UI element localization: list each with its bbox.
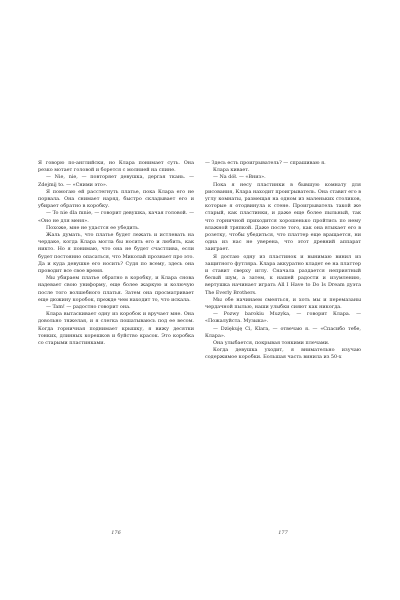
paragraph: Когда девушка уходит, я внимательно изучаю содержимое коробки. Большая часть винила из 50-х — [205, 347, 361, 361]
paragraph: Мы убираем платье обратно в коробку, и Клара снова надевает свою униформу, еще более жаркую и колючую после того волшебного платья. Затем она просматривает еще дюжину коробок, прежде чем находит то, что искала. — [38, 275, 194, 303]
paragraph: Клара вытаскивает одну из коробок и вручает мне. Она довольно тяжелая, и я слегка пошатываюсь под ее весом. Когда горничная поднимает крышку, я вижу десятки тонких, длинных корешков и буйство красок. Это коробка со старыми пластинками. — [38, 311, 194, 347]
paragraph: Мы обе начинаем смеяться, и хоть мы и перемазаны чердачной пылью, наши улыбки сияют как никогда. — [205, 296, 361, 311]
paragraph: — Dziękuję Ci, Klara, — отвечаю я. — «Спасибо тебе, Клара». — [205, 325, 361, 339]
right-page-number: 177 — [278, 530, 288, 536]
paragraph: — Nie, nie, — повторяет девушка, дергая ткань. — Zdejmij to. — «Сними это». — [38, 174, 194, 188]
paragraph: — To nie dla mnie, — говорит девушка, качая головой. — «Оно не для меня». — [38, 210, 194, 224]
paragraph: Я говорю по-английски, но Клара понимает суть. Она резко мотает головой и борется с молнией на спине. — [38, 160, 194, 174]
paragraph: Я помогаю ей расстегнуть платье, пока Клара его не порвала. Она снимает наряд, быстро складывает его и убирает обратно в коробку. — [38, 188, 194, 210]
paragraph: Жаль думать, что платье будет лежать и истлевать на чердаке, когда Клара могла бы носить его и любить, как никто. Но я понимаю, что она не будет счастлива, если будет постоянно опасаться, что Миколай прознает про это. Да и куда девушке его носить? Судя по всему, здесь она проводит все свое время. — [38, 232, 194, 275]
paragraph: Клара кивает. — [213, 167, 250, 174]
paragraph: Пока я несу пластинки в бывшую комнату для рисования, Клара находит проигрыватель. Она ставит его в углу комнаты, размещая на одном из маленьких столиков, которые я отодвинула к стене. Проигрыватель такой же старый, как пластинки, и даже еще более пыльный, так что горничной приходится хорошенько пройтись по нему влажной тряпкой. Даже после того, как она втыкает его в розетку, чтобы убедиться, что платтер еще вращается, ни одна из нас не уверена, что этот древний аппарат заиграет. — [205, 181, 361, 253]
right-page-text — [205, 160, 361, 362]
left-page-number: 176 — [111, 530, 121, 536]
paragraph: — Tam! — радостно говорит она. — [46, 304, 131, 311]
paragraph: — Pozwy barokiu Muzyka, — говорит Клара. — «Пожалуйста. Музыка». — [205, 311, 361, 325]
paragraph: — Na dół. — «Вниз». — [213, 174, 266, 181]
paragraph: Она улыбается, покрывая тонкими плечами. — [213, 340, 330, 347]
paragraph: Я достаю одну из пластинок и вынимаю винил из защитного футляра. Клара аккуратно кладет ее на платтер и ставит сверху иглу. Сначала раздается неприятный белый шум, а затем, к нашей радости и изумлению, вертушка начинает играть All I Have to Do Is Dream дуэта The Everly Brothers. — [205, 253, 361, 296]
left-page-text — [38, 160, 194, 347]
paragraph: — Здесь есть проигрыватель? — спрашиваю я. — [205, 160, 326, 166]
paragraph: Похоже, мне не удастся ее убедить. — [46, 224, 140, 231]
